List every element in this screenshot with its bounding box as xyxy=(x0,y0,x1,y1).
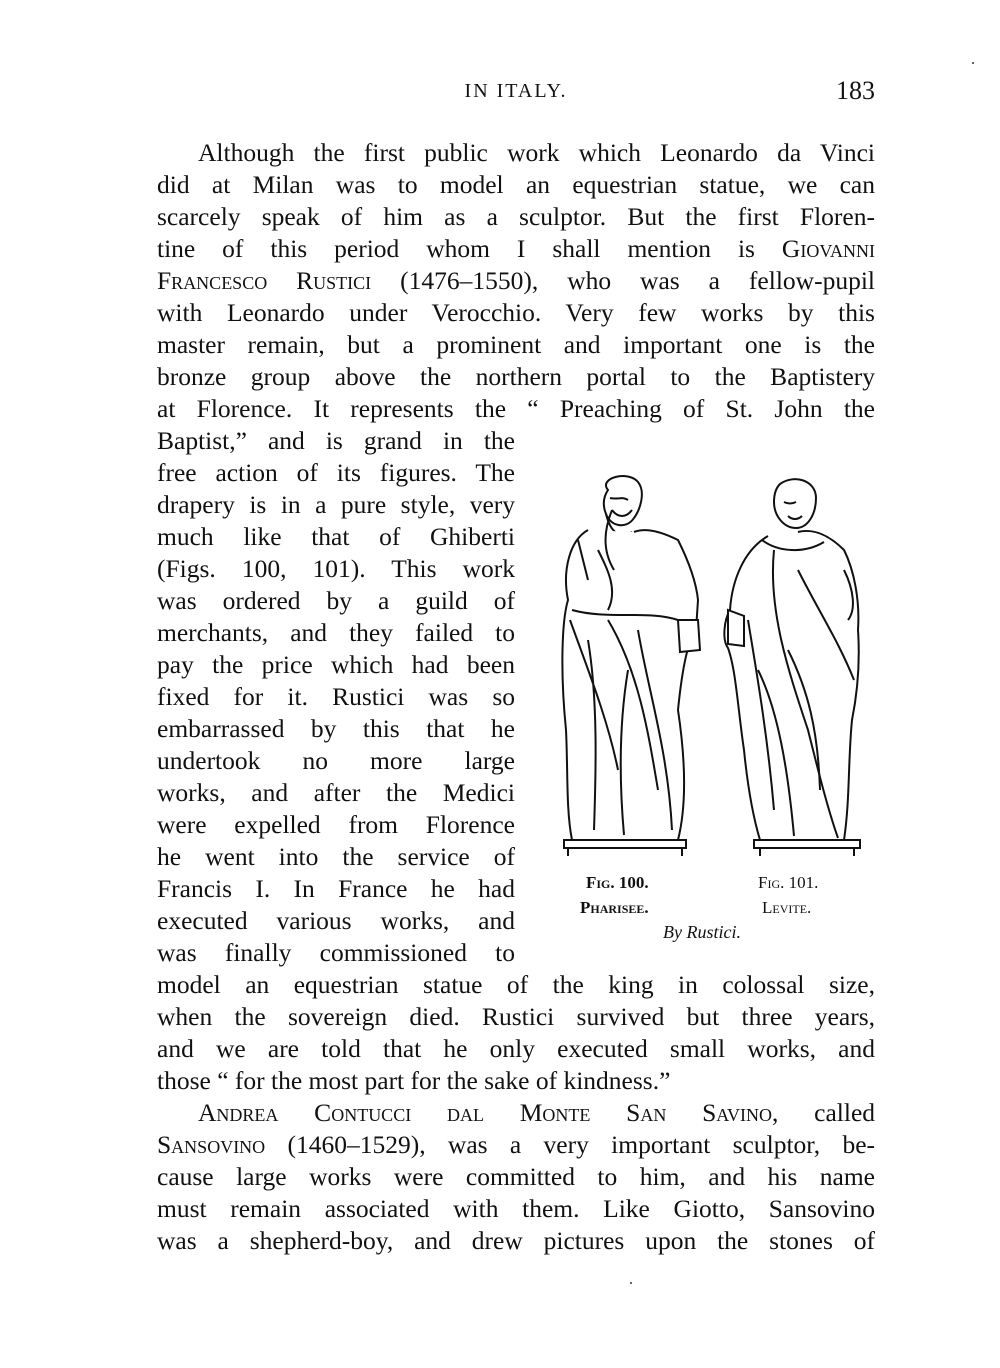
text-line: must remain associated with them. Like Giotto, Sansovino xyxy=(157,1194,875,1223)
figure-101-title: Levite. xyxy=(762,898,812,917)
text-fragment: who was a fellow-pupil xyxy=(567,266,875,295)
figure-illustration xyxy=(548,470,868,870)
text-line xyxy=(157,233,875,265)
text-line: were expelled from Florence xyxy=(157,810,515,839)
text-line: when the sovereign died. Rustici survived but three years, xyxy=(157,1002,875,1031)
text-line: was finally commissioned to xyxy=(157,938,515,967)
text-line: works, and after the Medici xyxy=(157,778,515,807)
levite-statue xyxy=(724,479,860,856)
figure-100-number: Fig. 100. xyxy=(586,873,649,892)
text-line: scarcely speak of him as a sculptor. But the first Floren- xyxy=(157,202,875,231)
person-name: Sansovino xyxy=(157,1130,266,1159)
figure-101-number: Fig. 101. xyxy=(758,873,819,892)
pharisee-statue xyxy=(562,476,700,856)
figure-100-title: Pharisee. xyxy=(580,898,649,917)
scan-speck xyxy=(630,1282,632,1284)
figure-attribution: By Rustici. xyxy=(663,922,741,942)
text-line: executed various works, and xyxy=(157,906,515,935)
statues-drawing xyxy=(548,470,868,870)
text-line: cause large works were committed to him, and his name xyxy=(157,1162,875,1191)
text-line: pay the price which had been xyxy=(157,650,515,679)
text-line: he went into the service of xyxy=(157,842,515,871)
text-line: bronze group above the northern portal to the Baptistery xyxy=(157,362,875,391)
text-line: (Figs. 100, 101). This work xyxy=(157,554,515,583)
text-line: model an equestrian statue of the king in colossal size, xyxy=(157,970,875,999)
text-line: embarrassed by this that he xyxy=(157,714,515,743)
text-line: at Florence. It represents the “ Preaching of St. John the xyxy=(157,394,875,423)
person-name: Francesco Rustici xyxy=(157,266,372,295)
text-fragment: called xyxy=(778,1098,876,1127)
running-title: IN ITALY. xyxy=(464,80,568,102)
text-line: free action of its figures. The xyxy=(157,458,515,487)
page-number: 183 xyxy=(836,76,875,105)
text-line xyxy=(157,265,875,297)
scan-speck xyxy=(972,62,974,64)
text-line xyxy=(157,1129,875,1161)
text-fragment: tine of this period whom I shall mention is xyxy=(157,234,782,263)
text-line: those “ for the most part for the sake of kindness.” xyxy=(157,1066,671,1095)
text-line: Francis I. In France he had xyxy=(157,874,515,903)
person-name: Andrea Contucci dal Monte San Savino, xyxy=(198,1098,779,1127)
text-line: was a shepherd-boy, and drew pictures upon the stones of xyxy=(157,1226,875,1255)
text-line: with Leonardo under Verocchio. Very few works by this xyxy=(157,298,875,327)
text-line: merchants, and they failed to xyxy=(157,618,515,647)
text-line: Baptist,” and is grand in the xyxy=(157,426,515,455)
text-line: drapery is in a pure style, very xyxy=(157,490,515,519)
text-line: master remain, but a prominent and important one is the xyxy=(157,330,875,359)
text-line: much like that of Ghiberti xyxy=(157,522,515,551)
running-head xyxy=(157,76,875,110)
text-line: undertook no more large xyxy=(157,746,515,775)
text-line: was ordered by a guild of xyxy=(157,586,515,615)
text-line: and we are told that he only executed small works, and xyxy=(157,1034,875,1063)
text-line: fixed for it. Rustici was so xyxy=(157,682,515,711)
person-name: Giovanni xyxy=(781,234,875,263)
dates: (1476–1550), xyxy=(400,266,539,295)
text-line: Although the first public work which Leonardo da Vinci xyxy=(198,138,875,167)
text-fragment: (1460–1529), was a very important sculptor, be- xyxy=(265,1130,875,1159)
text-line xyxy=(198,1097,875,1129)
text-line: did at Milan was to model an equestrian statue, we can xyxy=(157,170,875,199)
